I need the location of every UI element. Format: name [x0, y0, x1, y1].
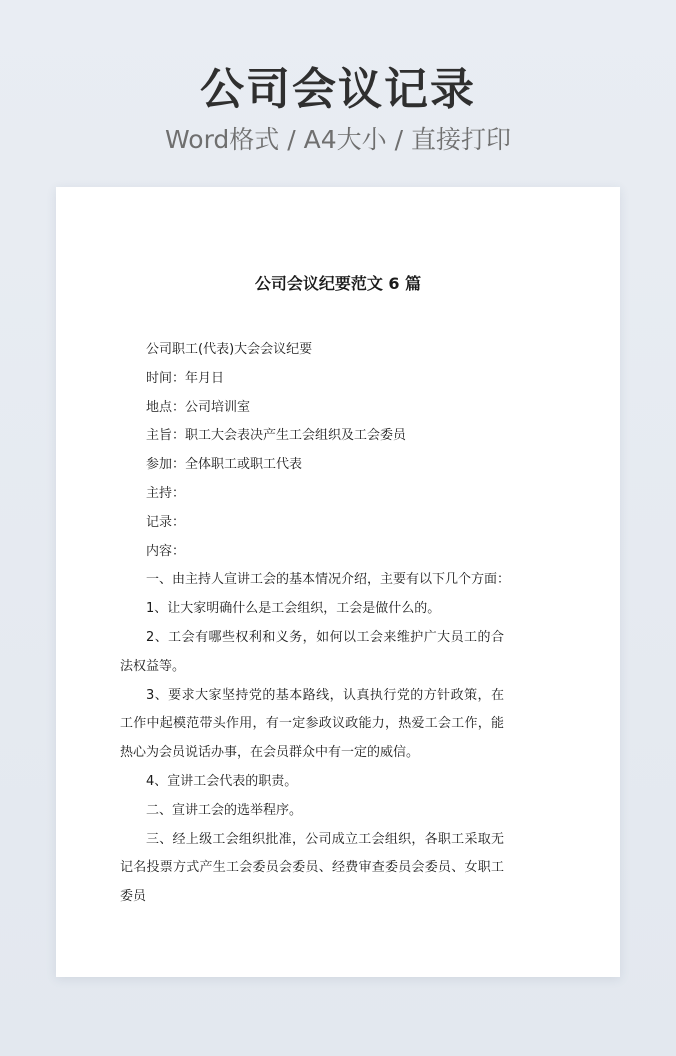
meeting-name: 公司职工(代表)大会会议纪要 — [146, 342, 313, 357]
banner — [0, 60, 676, 158]
meeting-time: 时间：年月日 — [146, 370, 225, 386]
content-paragraph: 二、宣讲工会的选举程序。 — [146, 802, 303, 818]
content-paragraph: 3、要求大家坚持党的基本路线，认真执行党的方针政策，在工作中起模范带头作用，有一定参政议政能力，热爱工会工作，能热心为会员说话办事，在会员群众中有一定的威信。 — [120, 687, 504, 761]
content-paragraph: 一、由主持人宣讲工会的基本情况介绍，主要有以下几个方面： — [146, 572, 511, 588]
meeting-content-label: 内容： — [146, 543, 186, 559]
content-paragraph: 三、经上级工会组织批准，公司成立工会组织，各职工采取无记名投票方式产生工会委员会委员、经费审查委员会委员、女职工委员 — [120, 831, 504, 905]
meeting-recorder: 记录： — [146, 514, 186, 530]
content-paragraph: 2、工会有哪些权利和义务，如何以工会来维护广大员工的合法权益等。 — [120, 629, 504, 674]
meeting-host: 主持： — [146, 485, 186, 501]
content-paragraph: 4、宣讲工会代表的职责。 — [146, 773, 298, 789]
meeting-attendees: 参加：全体职工或职工代表 — [146, 457, 303, 473]
content-paragraph: 1、让大家明确什么是工会组织，工会是做什么的。 — [146, 601, 441, 617]
banner-title: 公司会议记录 — [200, 64, 476, 115]
document-title: 公司会议纪要范文 6 篇 — [254, 274, 422, 293]
meeting-purpose: 主旨：职工大会表决产生工会组织及工会委员 — [146, 428, 407, 444]
document-body — [120, 336, 530, 912]
meeting-location: 地点：公司培训室 — [146, 399, 251, 415]
banner-subtitle: Word格式 / A4大小 / 直接打印 — [165, 125, 511, 154]
document-page — [56, 187, 620, 977]
